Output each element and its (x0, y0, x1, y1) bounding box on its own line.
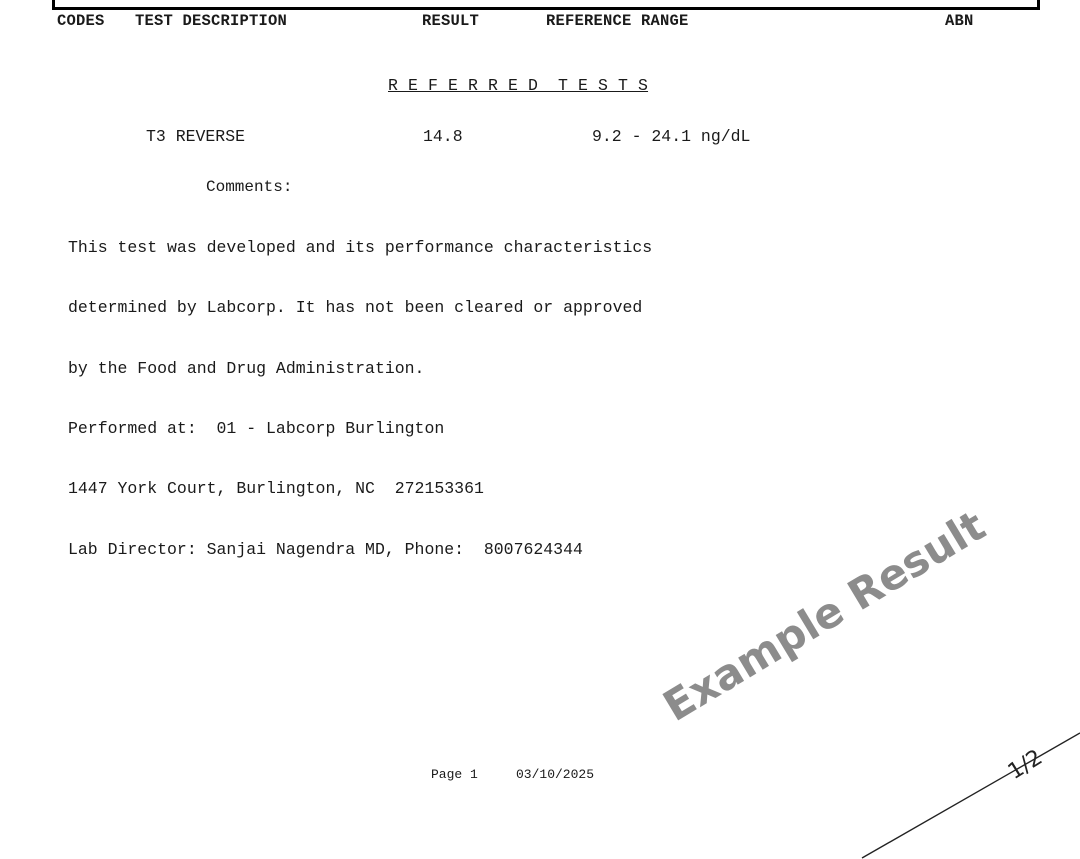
fold-line (862, 733, 1080, 858)
column-header-test-description: TEST DESCRIPTION (135, 12, 288, 30)
column-header-codes: CODES (57, 12, 105, 30)
comment-line: This test was developed and its performance characteristics (68, 238, 653, 258)
footer-date: 03/10/2025 (516, 767, 595, 782)
watermark-example-result: Example Result (654, 500, 994, 731)
column-header-abn: ABN (945, 12, 974, 30)
comment-line: Performed at: 01 - Labcorp Burlington (68, 419, 445, 439)
comment-line: by the Food and Drug Administration. (68, 358, 425, 378)
test-result: 14.8 (423, 127, 463, 146)
comment-line: determined by Labcorp. It has not been cleared or approved (68, 298, 643, 318)
test-name: T3 REVERSE (146, 127, 246, 146)
comment-line: 1447 York Court, Burlington, NC 272153361 (68, 479, 484, 499)
column-header-result: RESULT (422, 12, 480, 30)
section-title-referred-tests: R E F E R R E D T E S T S (388, 76, 649, 95)
column-header-reference-range: REFERENCE RANGE (546, 12, 689, 30)
test-reference-range: 9.2 - 24.1 ng/dL (592, 127, 751, 146)
comment-line: Lab Director: Sanjai Nagendra MD, Phone: 8007624344 (68, 539, 583, 559)
page-fraction: 1/2 (1003, 745, 1048, 785)
footer-page-number: Page 1 (431, 767, 478, 782)
comments-label: Comments: (206, 178, 293, 196)
